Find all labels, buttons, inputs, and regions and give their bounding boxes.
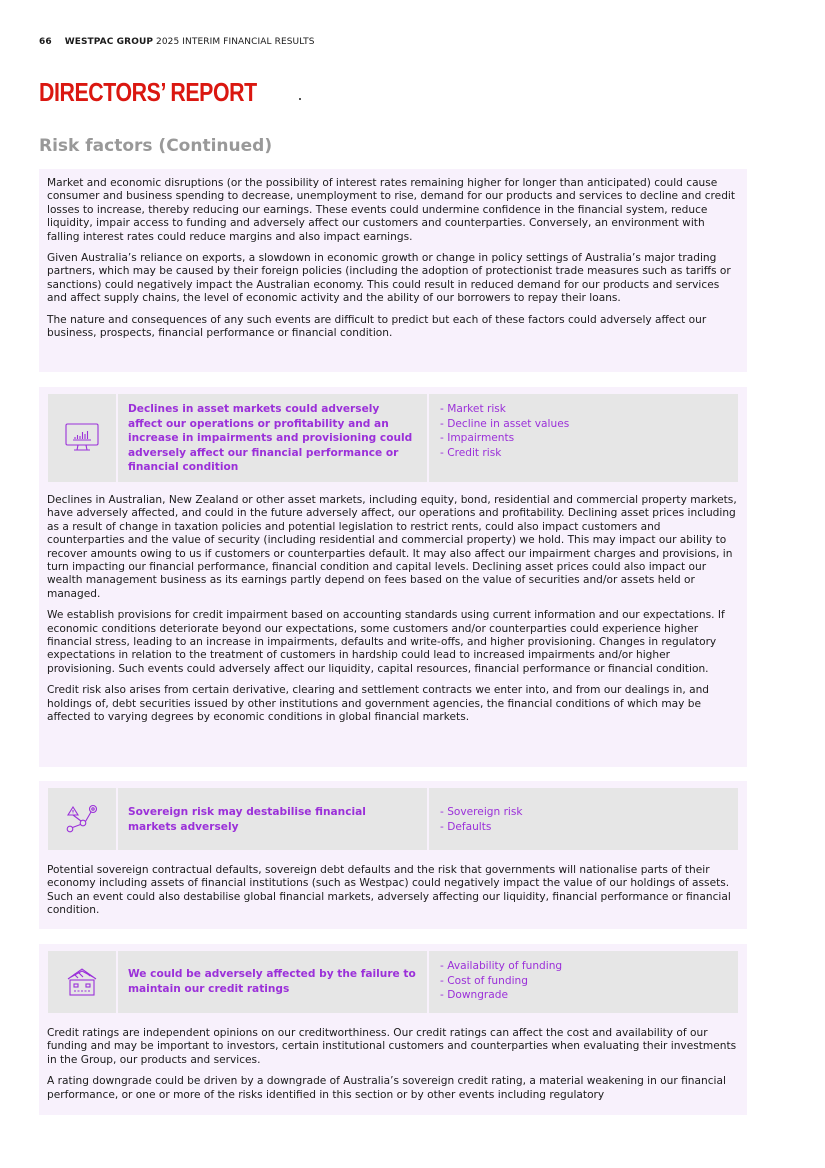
intro-paragraph: The nature and consequences of any such events are difficult to predict but each of these factors could adversely affect our business, prospects, financial performance or financial condition.	[47, 313, 707, 340]
risk-section-asset-markets	[39, 387, 747, 767]
stray-dot	[299, 98, 301, 100]
risk-heading: Sovereign risk may destabilise financial markets adversely	[118, 788, 427, 850]
bank-building-icon	[48, 951, 116, 1013]
page-header	[39, 37, 315, 47]
risk-category-list	[429, 394, 738, 482]
risk-category: - Defaults	[440, 820, 492, 833]
risk-category: - Downgrade	[440, 989, 509, 1001]
body-paragraph: Potential sovereign contractual defaults, sovereign debt defaults and the risk that governments will nationalise parts of their economy including assets of financial institutions (such as Westpac) could negatively impact the value of our holdings of assets. Such an event could also destabilise global financial markets, adversely affecting our liquidity, financial performance or financial condition.	[47, 864, 731, 917]
risk-section-sovereign	[39, 781, 747, 929]
document-title: 2025 INTERIM FINANCIAL RESULTS	[156, 37, 315, 47]
brand-name: WESTPAC GROUP	[64, 37, 154, 47]
section-subtitle: Risk factors (Continued)	[39, 136, 273, 156]
monitor-chart-icon	[48, 394, 116, 482]
body-paragraph: Credit risk also arises from certain derivative, clearing and settlement contracts we enter into, and from our dealings in, and holdings of, debt securities issued by other institutions and government agencies, the financial conditions of which may be affected to varying degrees by economic conditions in global financial markets.	[47, 684, 710, 724]
body-paragraph: We establish provisions for credit impairment based on accounting standards using current information and our expectations. If economic conditions deteriorate beyond our expectations, some customers and/or counterparties could experience higher financial stress, leading to an increase in impairments, defaults and write-offs, and higher provisioning. Changes in regulatory expectations in relation to the treatment of customers in hardship could lead to increased impairments and/or higher provisioning. Such events could adversely affect our liquidity, capital resources, financial performance or financial condition.	[47, 609, 725, 675]
risk-network-icon	[48, 788, 116, 850]
risk-header-row	[48, 788, 738, 850]
risk-category: - Credit risk	[440, 446, 502, 459]
risk-category-list	[429, 951, 738, 1013]
risk-section-credit-ratings	[39, 944, 747, 1115]
page-number: 66	[39, 37, 52, 47]
intro-paragraph: Given Australia’s reliance on exports, a slowdown in economic growth or change in policy settings of Australia’s major trading partners, which may be caused by their foreign policies (including the adoption of protectionist trade measures such as tariffs or sanctions) could negatively impact the Australian economy. This could result in reduced demand for our products and services and affect supply chains, the level of economic activity and the ability of our borrowers to repay their loans.	[47, 252, 731, 305]
risk-category: - Sovereign risk	[440, 806, 523, 818]
body-paragraph: Credit ratings are independent opinions on our creditworthiness. Our credit ratings can affect the cost and availability of our funding and may be important to investors, certain institutional customers and counterparties when evaluating their investments in the Group, our products and services.	[47, 1027, 737, 1066]
intro-paragraph: Market and economic disruptions (or the possibility of interest rates remaining higher for longer than anticipated) could cause consumer and business spending to decrease, unemployment to rise, demand for our products and services to decline and credit losses to increase, thereby reducing our earnings. These events could undermine confidence in the financial system, reduce liquidity, impair access to funding and adversely affect our customers and counterparties. Conversely, an environment with falling interest rates could reduce margins and also impact earnings.	[47, 177, 736, 243]
risk-category: - Market risk	[440, 403, 506, 415]
risk-category: - Impairments	[440, 432, 515, 444]
risk-category: - Decline in asset values	[440, 417, 570, 430]
body-paragraph: Declines in Australian, New Zealand or other asset markets, including equity, bond, residential and commercial property markets, have adversely affected, and could in the future adversely affect, our operations and profitability. Declining asset prices including as a result of change in taxation policies and potential legislation to restrict rents, could also impact customers and counterparties and the value of security (including residential and commercial property) we hold. This may impact our ability to recover amounts owing to us if customers or counterparties default. It may also affect our impairment charges and provisions, in turn impacting our financial performance, financial condition and capital levels. Declining asset prices could also impact our wealth management business as its earnings partly depend on fees based on the value of securities and/or assets held or managed.	[47, 494, 737, 600]
risk-heading: We could be adversely affected by the failure to maintain our credit ratings	[118, 951, 427, 1013]
risk-category-list	[429, 788, 738, 850]
risk-heading: Declines in asset markets could adversely affect our operations or profitability and an increase in impairments and provisioning could adversely affect our financial performance or financial condition	[118, 394, 427, 482]
risk-category: - Availability of funding	[440, 960, 563, 972]
page-title: DIRECTORS’ REPORT	[39, 77, 257, 107]
risk-header-row	[48, 394, 738, 482]
risk-category: - Cost of funding	[440, 974, 528, 987]
risk-header-row	[48, 951, 738, 1013]
intro-block	[39, 169, 747, 372]
body-paragraph: A rating downgrade could be driven by a downgrade of Australia’s sovereign credit rating, a material weakening in our financial performance, or one or more of the risks identified in this section or by other events including regulatory	[47, 1075, 726, 1101]
